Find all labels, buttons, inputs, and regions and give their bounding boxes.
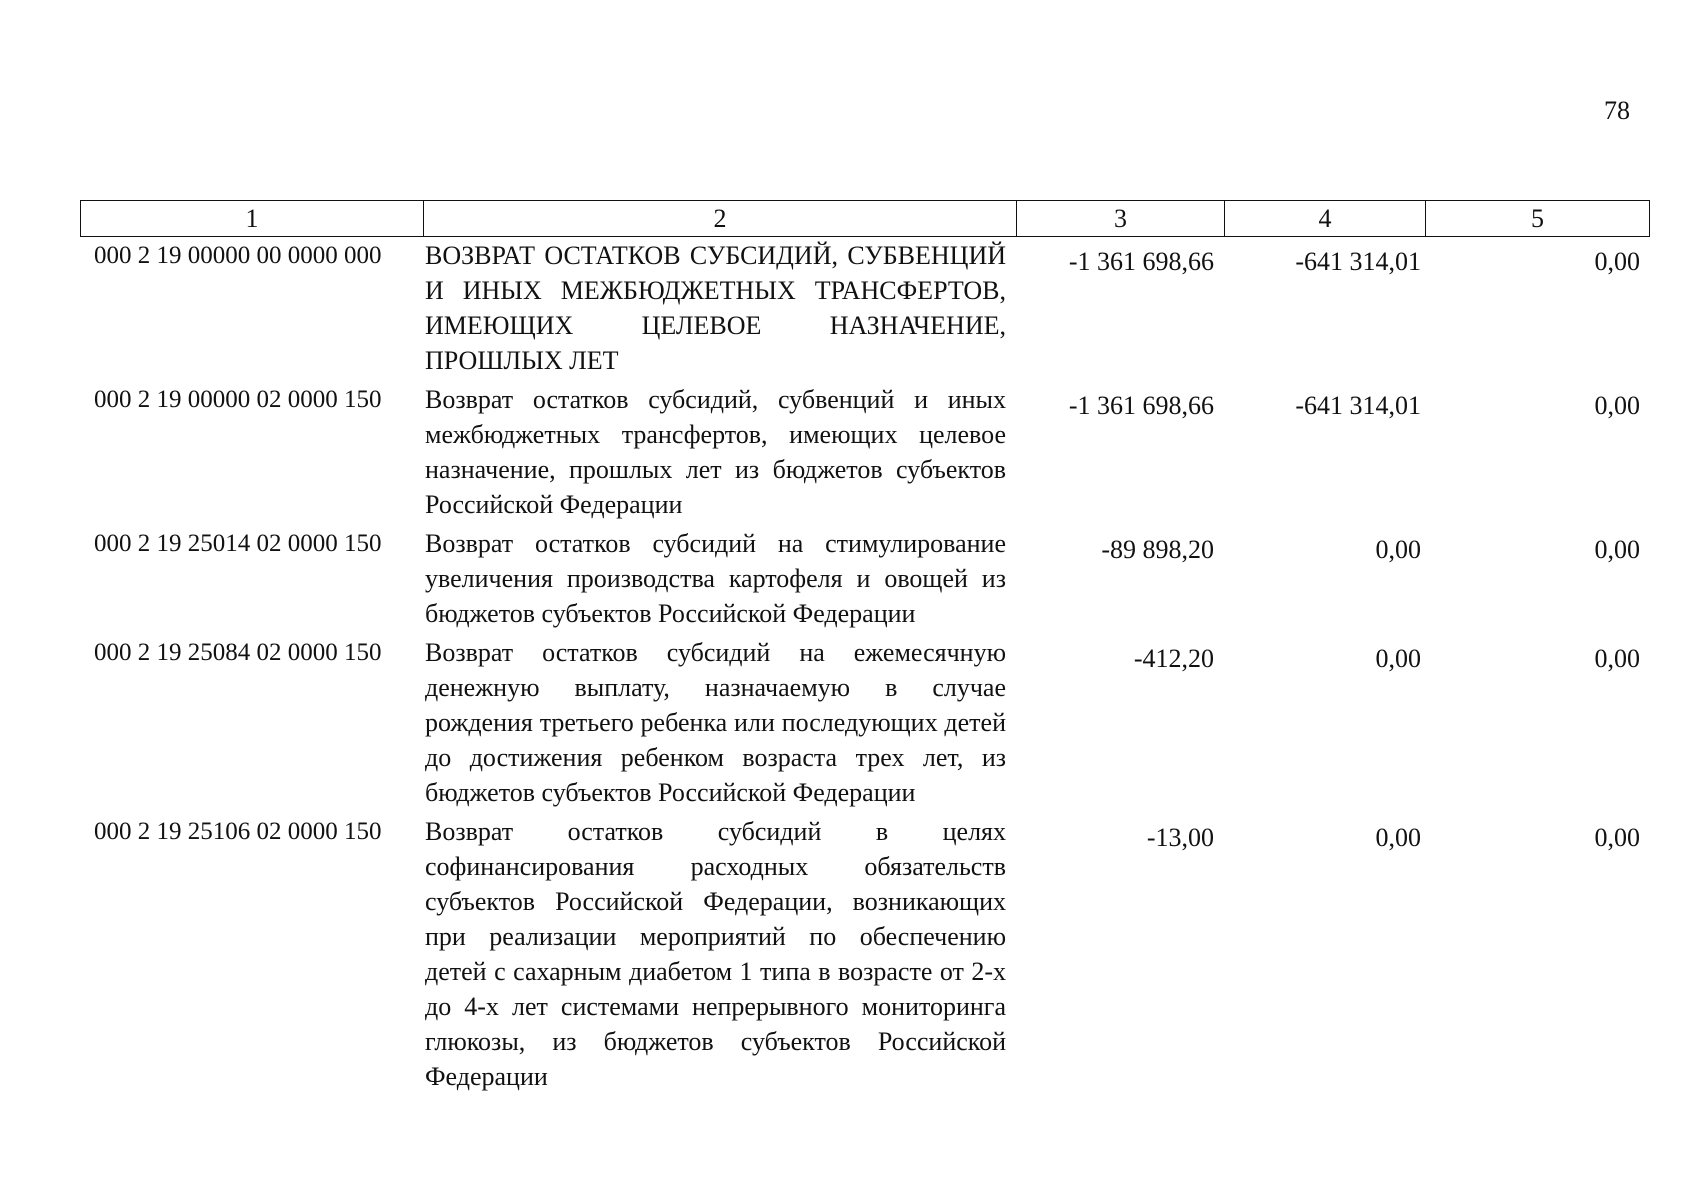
header-col-1: 1: [80, 200, 423, 237]
row-value-col4: -641 314,01: [1295, 391, 1421, 420]
table-row: [80, 814, 1650, 1094]
row-code: 000 2 19 25084 02 0000 150: [94, 639, 382, 666]
table-row: [80, 382, 1650, 522]
table-row: [80, 635, 1650, 810]
table-header: [80, 200, 1650, 237]
table-row: [80, 526, 1650, 631]
row-name: Возврат остатков субсидий на стимулирование увеличения производства картофеля и овощей из бюджетов субъектов Российской Федерации: [425, 529, 1006, 628]
row-value-col5: 0,00: [1594, 823, 1640, 852]
header-col-3: 3: [1016, 200, 1224, 237]
row-name: Возврат остатков субсидий на ежемесячную денежную выплату, назначаемую в случае рождения третьего ребенка или последующих детей до достижения ребенком возраста трех лет, из бюджетов субъектов Российской Федерации: [425, 638, 1006, 807]
row-value-col3: -13,00: [1146, 823, 1214, 852]
page-number: 78: [1604, 96, 1630, 125]
row-value-col5: 0,00: [1594, 535, 1640, 564]
header-col-2: 2: [423, 200, 1016, 237]
table-row: [80, 238, 1650, 378]
row-value-col3: -412,20: [1133, 644, 1214, 673]
row-code: 000 2 19 25106 02 0000 150: [94, 818, 382, 845]
row-code: 000 2 19 25014 02 0000 150: [94, 530, 382, 557]
header-col-4: 4: [1224, 200, 1425, 237]
row-value-col3: -89 898,20: [1101, 535, 1214, 564]
row-value-col5: 0,00: [1594, 391, 1640, 420]
row-value-col3: -1 361 698,66: [1068, 391, 1214, 420]
header-col-5: 5: [1425, 200, 1650, 237]
row-value-col4: 0,00: [1375, 644, 1421, 673]
row-name: ВОЗВРАТ ОСТАТКОВ СУБСИДИЙ, СУБВЕНЦИЙ И ИНЫХ МЕЖБЮДЖЕТНЫХ ТРАНСФЕРТОВ, ИМЕЮЩИХ ЦЕЛЕВОЕ НАЗНАЧЕНИЕ, ПРОШЛЫХ ЛЕТ: [425, 241, 1006, 375]
row-code: 000 2 19 00000 02 0000 150: [94, 386, 382, 413]
row-value-col3: -1 361 698,66: [1068, 247, 1214, 276]
table-body: [80, 238, 1650, 1098]
row-value-col4: 0,00: [1375, 535, 1421, 564]
row-value-col5: 0,00: [1594, 644, 1640, 673]
row-value-col4: -641 314,01: [1295, 247, 1421, 276]
row-code: 000 2 19 00000 00 0000 000: [94, 242, 382, 269]
row-value-col4: 0,00: [1375, 823, 1421, 852]
row-value-col5: 0,00: [1594, 247, 1640, 276]
row-name: Возврат остатков субсидий, субвенций и иных межбюджетных трансфертов, имеющих целевое назначение, прошлых лет из бюджетов субъектов Российской Федерации: [425, 385, 1006, 519]
row-name: Возврат остатков субсидий в целях софинансирования расходных обязательств субъектов Российской Федерации, возникающих при реализации мероприятий по обеспечению детей с сахарным диабетом 1 типа в возрасте от 2-х до 4-х лет системами непрерывного мониторинга глюкозы, из бюджетов субъектов Российской Федерации: [425, 817, 1006, 1091]
